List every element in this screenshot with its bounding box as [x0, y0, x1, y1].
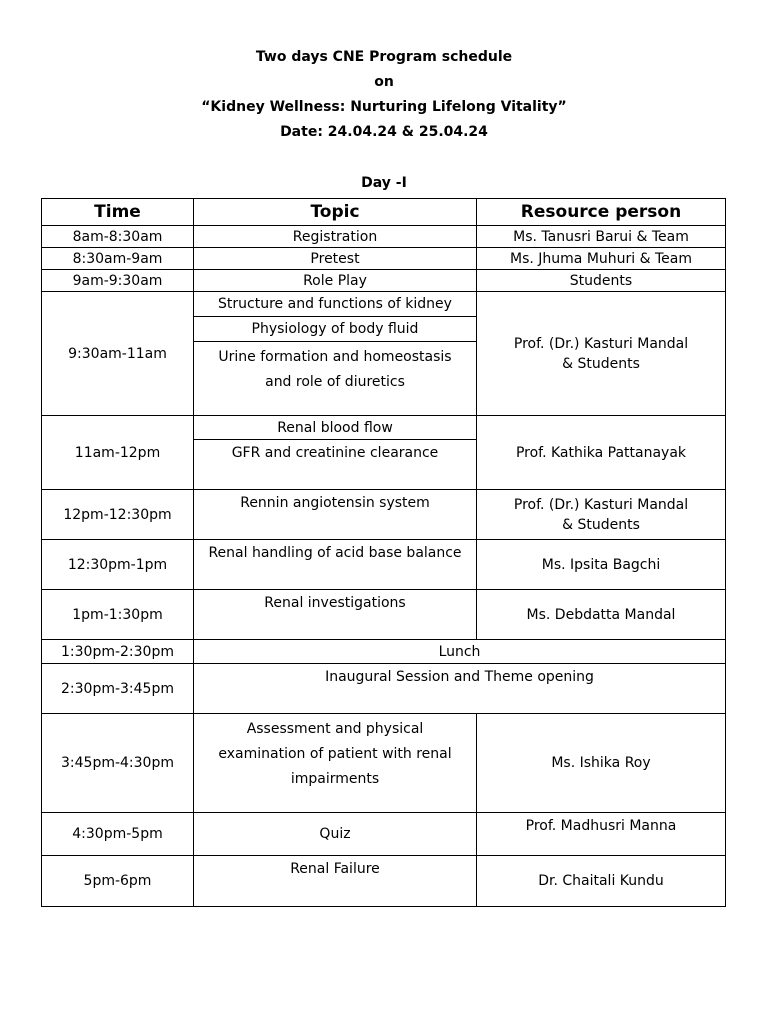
table-row	[42, 856, 726, 907]
program-title: Two days CNE Program schedule	[255, 49, 513, 65]
program-title-on: on	[374, 74, 394, 90]
table-row	[42, 416, 726, 440]
resource-cell: Students	[477, 270, 726, 292]
topic-cell: Urine formation and homeostasis and role of diuretics	[194, 342, 477, 416]
resource-cell: Ms. Debdatta Mandal	[477, 590, 726, 640]
topic-cell: Structure and functions of kidney	[194, 292, 477, 317]
topic-cell: Registration	[194, 226, 477, 248]
program-date: Date: 24.04.24 & 25.04.24	[280, 124, 488, 140]
time-cell: 11am-12pm	[42, 416, 194, 490]
time-cell: 3:45pm-4:30pm	[42, 714, 194, 813]
table-row	[42, 640, 726, 664]
column-header-time: Time	[42, 199, 194, 226]
time-cell: 1:30pm-2:30pm	[42, 640, 194, 664]
time-cell: 8:30am-9am	[42, 248, 194, 270]
column-header-resource: Resource person	[477, 199, 726, 226]
topic-cell: Renal blood flow	[194, 416, 477, 440]
time-cell: 12pm-12:30pm	[42, 490, 194, 540]
topic-cell: Quiz	[194, 813, 477, 856]
table-header-row	[42, 199, 726, 226]
topic-cell: Rennin angiotensin system	[194, 490, 477, 540]
topic-cell: Role Play	[194, 270, 477, 292]
table-row	[42, 590, 726, 640]
resource-cell: Prof. Kathika Pattanayak	[477, 416, 726, 490]
table-row	[42, 664, 726, 714]
topic-cell: Physiology of body fluid	[194, 317, 477, 342]
time-cell: 9am-9:30am	[42, 270, 194, 292]
table-row	[42, 226, 726, 248]
resource-cell: Prof. (Dr.) Kasturi Mandal & Students	[477, 490, 726, 540]
schedule-table	[41, 198, 726, 907]
table-row	[42, 490, 726, 540]
time-cell: 4:30pm-5pm	[42, 813, 194, 856]
day-label: Day -I	[361, 175, 407, 191]
topic-cell: Renal handling of acid base balance	[194, 540, 477, 590]
topic-cell: GFR and creatinine clearance	[194, 440, 477, 490]
topic-cell: Pretest	[194, 248, 477, 270]
table-row	[42, 540, 726, 590]
resource-cell: Ms. Tanusri Barui & Team	[477, 226, 726, 248]
time-cell: 1pm-1:30pm	[42, 590, 194, 640]
time-cell: 12:30pm-1pm	[42, 540, 194, 590]
table-row	[42, 292, 726, 317]
column-header-topic: Topic	[194, 199, 477, 226]
topic-cell: Lunch	[194, 640, 726, 664]
time-cell: 8am-8:30am	[42, 226, 194, 248]
resource-cell: Prof. (Dr.) Kasturi Mandal & Students	[477, 292, 726, 416]
time-cell: 2:30pm-3:45pm	[42, 664, 194, 714]
resource-cell: Ms. Ipsita Bagchi	[477, 540, 726, 590]
topic-cell: Assessment and physical examination of patient with renal impairments	[194, 714, 477, 813]
table-row	[42, 813, 726, 856]
resource-cell: Dr. Chaitali Kundu	[477, 856, 726, 907]
time-cell: 5pm-6pm	[42, 856, 194, 907]
program-theme: “Kidney Wellness: Nurturing Lifelong Vitality”	[201, 99, 567, 115]
resource-cell: Ms. Ishika Roy	[477, 714, 726, 813]
topic-cell: Inaugural Session and Theme opening	[194, 664, 726, 714]
table-row	[42, 714, 726, 813]
topic-cell: Renal Failure	[194, 856, 477, 907]
table-row	[42, 270, 726, 292]
table-row	[42, 248, 726, 270]
time-cell: 9:30am-11am	[42, 292, 194, 416]
resource-cell: Prof. Madhusri Manna	[477, 813, 726, 856]
topic-cell: Renal investigations	[194, 590, 477, 640]
resource-cell: Ms. Jhuma Muhuri & Team	[477, 248, 726, 270]
